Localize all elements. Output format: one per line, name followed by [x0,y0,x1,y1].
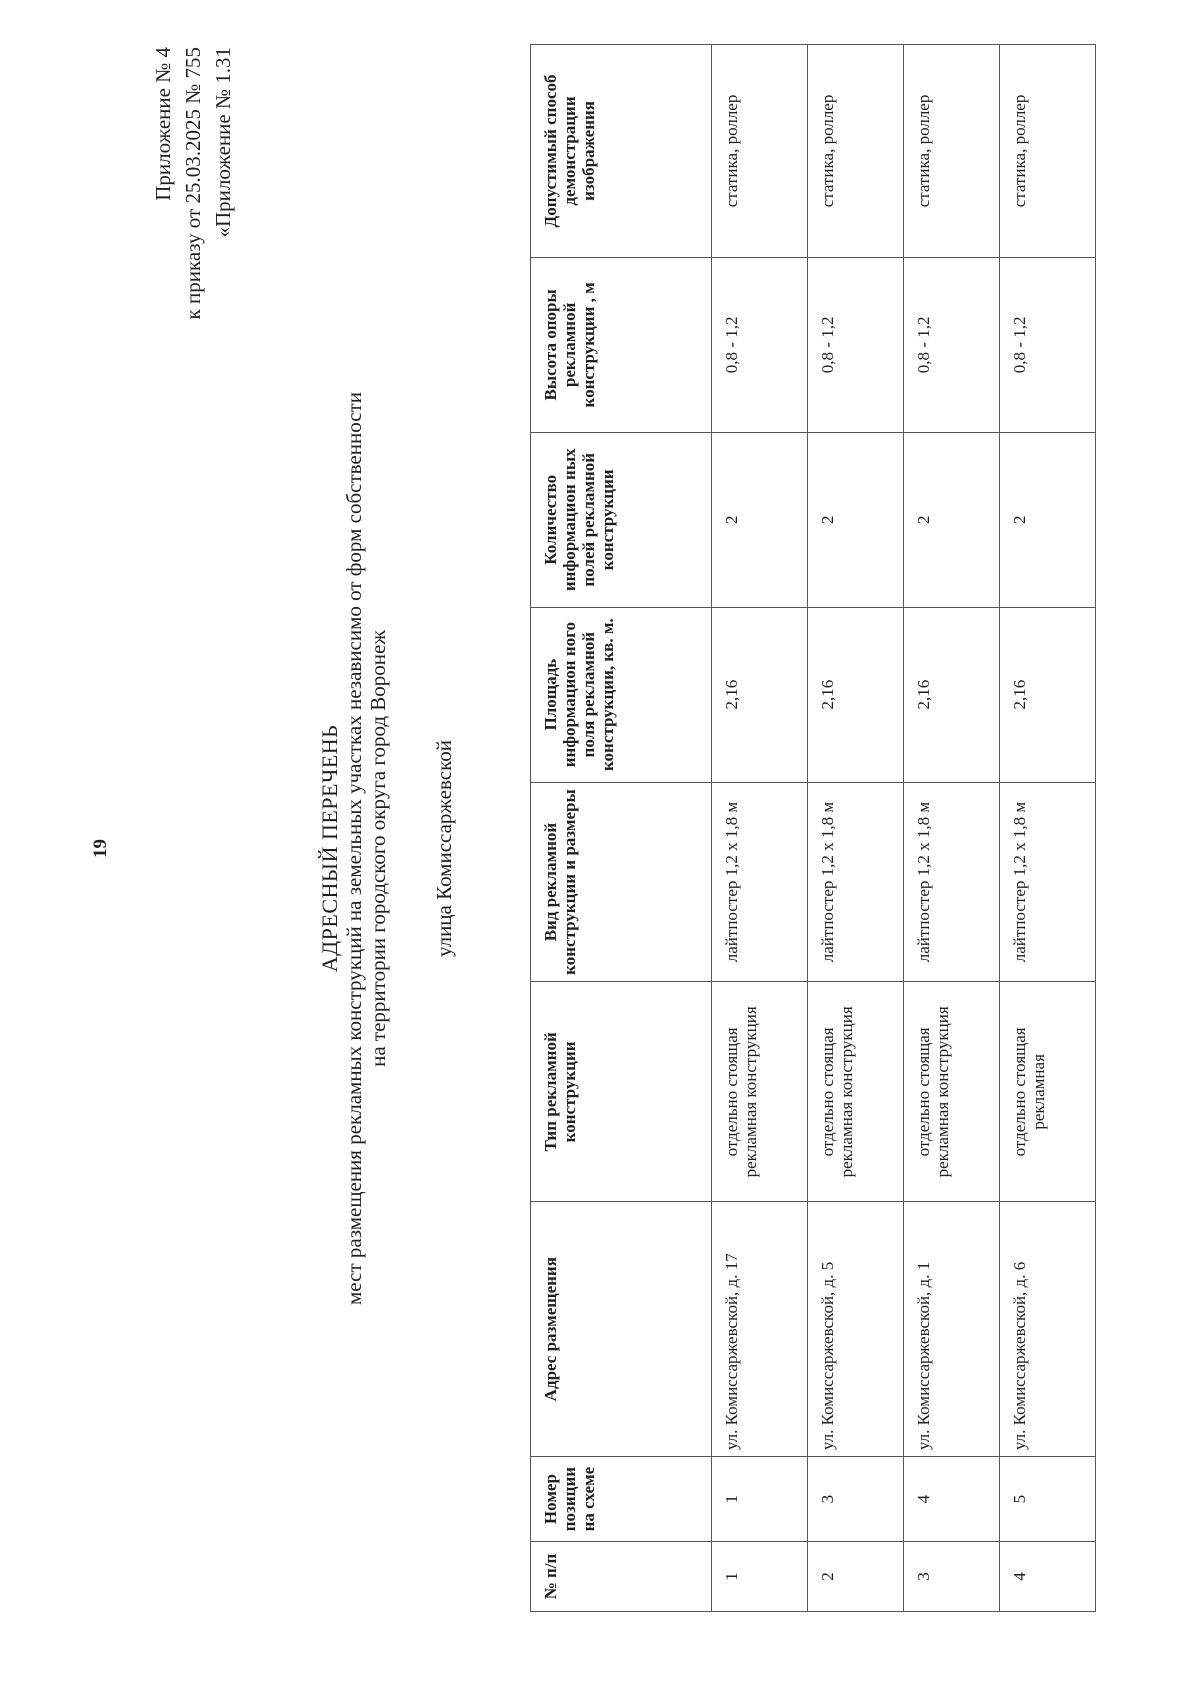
street-name: улица Комиссаржевской [432,740,456,957]
cell-fields: 2 [712,432,808,607]
cell-type: отдельно стоящая рекламная конструкция [712,982,808,1202]
appendix-line-1: Приложение № 4 [151,47,175,201]
title-line-2: на территории городского округа город Воронеж [366,630,390,1067]
table-row [904,45,1000,1612]
cell-kind: лайтпостер 1,2 х 1,8 м [808,782,904,982]
header-cell-display: Допустимый способ демонстрации изображения [531,45,712,258]
cell-fields: 2 [808,432,904,607]
cell-kind: лайтпостер 1,2 х 1,8 м [904,782,1000,982]
cell-position: 4 [904,1457,1000,1542]
cell-address: ул. Комиссаржевской, д. 6 [1000,1202,1096,1457]
cell-height: 0,8 - 1,2 [904,257,1000,432]
header-cell-area: Площадь информацион ного поля рекламной конструкции, кв. м. [531,607,712,782]
appendix-line-3: «Приложение № 1.31 [211,47,235,238]
cell-index: 3 [904,1542,1000,1612]
cell-type: отдельно стоящая рекламная конструкция [904,982,1000,1202]
header-cell-address: Адрес размещения [531,1202,712,1457]
table-row [1000,45,1096,1612]
appendix-line-2: к приказу от 25.03.2025 № 755 [181,47,205,320]
cell-index: 4 [1000,1542,1096,1612]
cell-height: 0,8 - 1,2 [808,257,904,432]
page-number: 19 [90,839,111,858]
cell-address: ул. Комиссаржевской, д. 1 [904,1202,1000,1457]
cell-area: 2,16 [712,607,808,782]
cell-kind: лайтпостер 1,2 х 1,8 м [1000,782,1096,982]
cell-area: 2,16 [808,607,904,782]
header-cell-fields: Количество информацион ных полей рекламной конструкции [531,432,712,607]
cell-area: 2,16 [1000,607,1096,782]
cell-index: 2 [808,1542,904,1612]
cell-address: ул. Комиссаржевской, д. 5 [808,1202,904,1457]
header-cell-height: Высота опоры рекламной конструкции , м [531,257,712,432]
document-title: АДРЕСНЫЙ ПЕРЕЧЕНЬ [317,724,342,973]
cell-fields: 2 [904,432,1000,607]
cell-address: ул. Комиссаржевской, д. 17 [712,1202,808,1457]
appendix-block [148,47,238,517]
cell-display: статика, роллер [808,45,904,258]
header-cell-index: № п/п [531,1542,712,1612]
cell-height: 0,8 - 1,2 [712,257,808,432]
header-cell-type: Тип рекламной конструкции [531,982,712,1202]
cell-index: 1 [712,1542,808,1612]
registry-table [530,44,1096,1612]
cell-type: отдельно стоящая рекламная [1000,982,1096,1202]
cell-position: 1 [712,1457,808,1542]
cell-height: 0,8 - 1,2 [1000,257,1096,432]
cell-display: статика, роллер [904,45,1000,258]
cell-display: статика, роллер [1000,45,1096,258]
table-row [808,45,904,1612]
cell-position: 3 [808,1457,904,1542]
cell-area: 2,16 [904,607,1000,782]
cell-kind: лайтпостер 1,2 х 1,8 м [712,782,808,982]
title-line-1: мест размещения рекламных конструкций на земельных участках независимо от форм собственности [342,392,366,1305]
table-row [712,45,808,1612]
cell-position: 5 [1000,1457,1096,1542]
cell-type: отдельно стоящая рекламная конструкция [808,982,904,1202]
cell-display: статика, роллер [712,45,808,258]
header-cell-kind: Вид рекламной конструкции и размеры [531,782,712,982]
title-block [318,0,390,1697]
header-cell-position: Номер позиции на схеме [531,1457,712,1542]
cell-fields: 2 [1000,432,1096,607]
table-header-row [531,45,712,1612]
